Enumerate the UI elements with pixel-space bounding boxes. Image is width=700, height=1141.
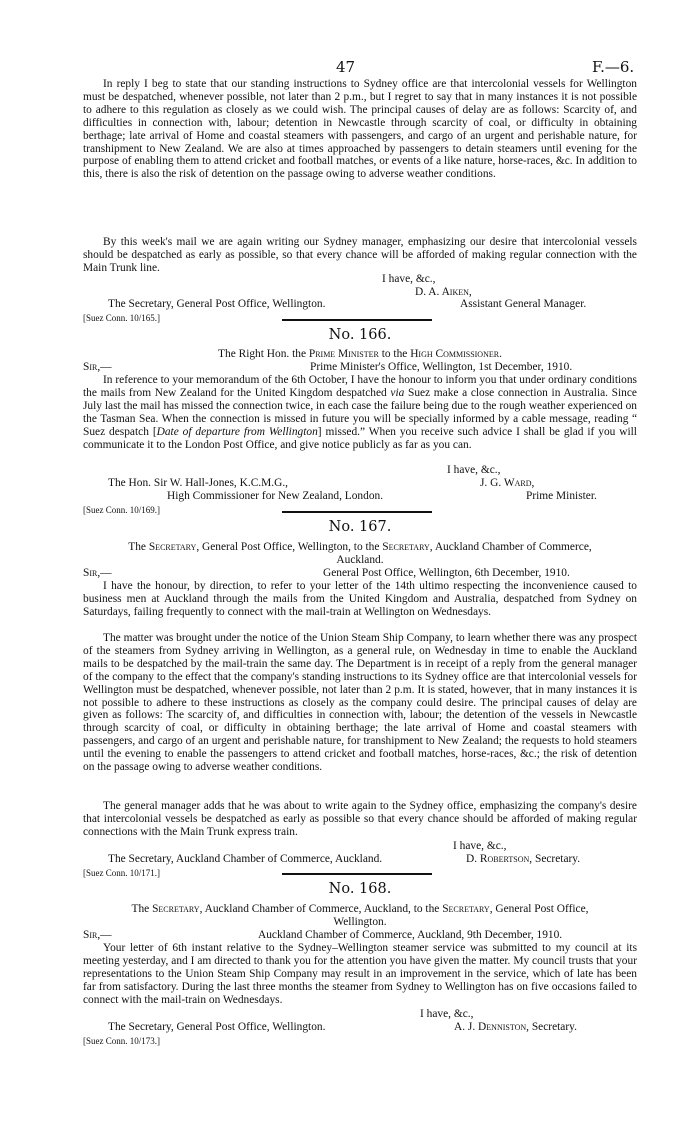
- letter-166-addressee-line-1: The Hon. Sir W. Hall-Jones, K.C.M.G.,: [108, 477, 289, 489]
- letter-167-paragraph-2: The matter was brought under the notice of the Union Steam Ship Company, to learn whether there was any prospect of the steamers from Sydney arriving in Wellington, as a general rule, on Wednesday in time to enable the Auckland mails to be despatched by the mail-train the same day. The Department is in receipt of a reply from the general manager of the company to the effect that the company's standing instructions to its Sydney office are that intercolonial vessels for Wellington must be despatched, whenever possible, not later than 2 p.m. It is stated, however, that in many instances it is not possible to adhere to these instructions as closely as the company could desire. The principal causes of delay are given as follows: The scarcity of, and difficulties in connection with, labour; the detention of the vessels in Newcastle through scarcity of coal, or difficulty in obtaining berthage; the late arrival of Home and coastal steamers with passengers, and cargo of an urgent and perishable nature, for transhipment to New Zealand; the requests to hold steamers until the evening to enable the passengers to attend cricket and football matches, horse-races, &c.; the risk of detention on the passage owing to adverse weather conditions.: [83, 632, 637, 774]
- letter-166-salutation: Sir,—: [83, 361, 112, 373]
- letter-166-place-date: Prime Minister's Office, Wellington, 1st December, 1910.: [310, 361, 573, 373]
- letter-168-title: The Secretary, Auckland Chamber of Commerce, Auckland, to the Secretary, General Post Office,: [131, 903, 589, 915]
- letter-167-title-line-2: Auckland.: [336, 554, 384, 566]
- section-divider: [282, 873, 432, 875]
- letter-165-signatory: D. A. Aiken,: [415, 286, 472, 298]
- letter-167-number: No. 167.: [328, 519, 392, 535]
- letter-168-title-line-2: Wellington.: [333, 916, 387, 928]
- letter-167-salutation: Sir,—: [83, 567, 112, 579]
- letter-166-file-ref: [Suez Conn. 10/169.]: [83, 505, 160, 515]
- letter-165-addressee: The Secretary, General Post Office, Wellington.: [108, 298, 326, 310]
- letter-165-file-ref: [Suez Conn. 10/165.]: [83, 313, 160, 323]
- letter-166-number: No. 166.: [328, 327, 392, 343]
- letter-166-body: In reference to your memorandum of the 6th October, I have the honour to inform you that under ordinary conditions the mails from New Zealand for the United Kingdom despatched via Suez make a close connection in Australia. Since July last the mail has missed the connection twice, in each case the failure being due to the rough weather experienced on the Tasman Sea. When the connection is missed in future you will be specially informed by a cable message, reading “ Suez despatch [Date of departure from Wellington] missed.” When you receive such advice I shall be glad if you will communicate it to the London Post Office, and give notice publicly as far as you can.: [83, 374, 637, 451]
- letter-165-paragraph-2: By this week's mail we are again writing our Sydney manager, emphasizing our desire that intercolonial vessels should be despatched as early as possible, so that every chance will be afforded of making regular connection with the Main Trunk line.: [83, 236, 637, 274]
- letter-168-closing: I have, &c.,: [420, 1008, 474, 1020]
- letter-167-closing: I have, &c.,: [453, 840, 507, 852]
- letter-165-signatory-title: Assistant General Manager.: [460, 298, 587, 310]
- letter-167-paragraph-1: I have the honour, by direction, to refer to your letter of the 14th ultimo respecting the inconvenience caused to business men at Auckland through the mails from the United Kingdom and Australia, despatched from Sydney on Saturdays, failing frequently to connect with the mail-train at Wellington on Wednesdays.: [83, 580, 637, 618]
- letter-167-file-ref: [Suez Conn. 10/171.]: [83, 868, 160, 878]
- letter-166-title: The Right Hon. the Prime Minister to the High Commissioner.: [218, 348, 502, 360]
- letter-167-title: The Secretary, General Post Office, Wellington, to the Secretary, Auckland Chamber of Commerce,: [128, 541, 592, 553]
- letter-166-addressee-line-2: High Commissioner for New Zealand, London.: [167, 490, 384, 502]
- letter-168-body: Your letter of 6th instant relative to the Sydney–Wellington steamer service was submitted to my council at its meeting yesterday, and I am directed to thank you for the attention you have given the matter. My council trusts that your representations to the Union Steam Ship Company may result in an improvement in the service, which of late has been far from satisfactory. During the last three months the steamer from Sydney to Wellington has on five occasions failed to connect with the mail-train on Wednesdays.: [83, 942, 637, 1006]
- letter-166-signatory: J. G. Ward,: [480, 477, 535, 489]
- letter-167-signatory: D. Robertson, Secretary.: [466, 853, 581, 865]
- letter-165-paragraph-1: In reply I beg to state that our standing instructions to Sydney office are that intercolonial vessels for Wellington must be despatched, whenever possible, not later than 2 p.m., but I regret to say that in many instances it is not possible to adhere to this regulation as closely as we could wish. The principal causes of delay are as follows: Scarcity of, and difficulties in connection with, labour; detention in Newcastle through scarcity of coal, or difficulty in obtaining berthage; late arrival of Home and coastal steamers with passengers, and cargo of an urgent and perishable nature, for transhipment to New Zealand. We are also at times approached by passengers to detain steamers until evening for the purpose of enabling them to attend cricket and football matches, or events of a like nature, horse-races, &c. In addition to this, there is also the risk of detention on the passage owing to adverse weather conditions.: [83, 78, 637, 181]
- letter-165-closing: I have, &c.,: [382, 273, 436, 285]
- letter-168-addressee: The Secretary, General Post Office, Wellington.: [108, 1021, 326, 1033]
- letter-167-place-date: General Post Office, Wellington, 6th December, 1910.: [323, 567, 570, 579]
- section-divider: [282, 319, 432, 321]
- section-divider: [282, 511, 432, 513]
- letter-166-signatory-title: Prime Minister.: [526, 490, 597, 502]
- letter-168-file-ref: [Suez Conn. 10/173.]: [83, 1036, 160, 1046]
- letter-168-signatory: A. J. Denniston, Secretary.: [454, 1021, 577, 1033]
- letter-166-closing: I have, &c.,: [447, 464, 501, 476]
- letter-168-number: No. 168.: [328, 881, 392, 897]
- document-reference: F.—6.: [592, 58, 635, 76]
- page-number: 47: [336, 58, 356, 76]
- letter-168-salutation: Sir,—: [83, 929, 112, 941]
- letter-167-addressee: The Secretary, Auckland Chamber of Commerce, Auckland.: [108, 853, 383, 865]
- letter-168-place-date: Auckland Chamber of Commerce, Auckland, 9th December, 1910.: [258, 929, 563, 941]
- letter-167-paragraph-3: The general manager adds that he was about to write again to the Sydney office, emphasizing the company's desire that intercolonial vessels be despatched as early as possible so that every chance should be afforded of making regular connections with the Main Trunk express train.: [83, 800, 637, 838]
